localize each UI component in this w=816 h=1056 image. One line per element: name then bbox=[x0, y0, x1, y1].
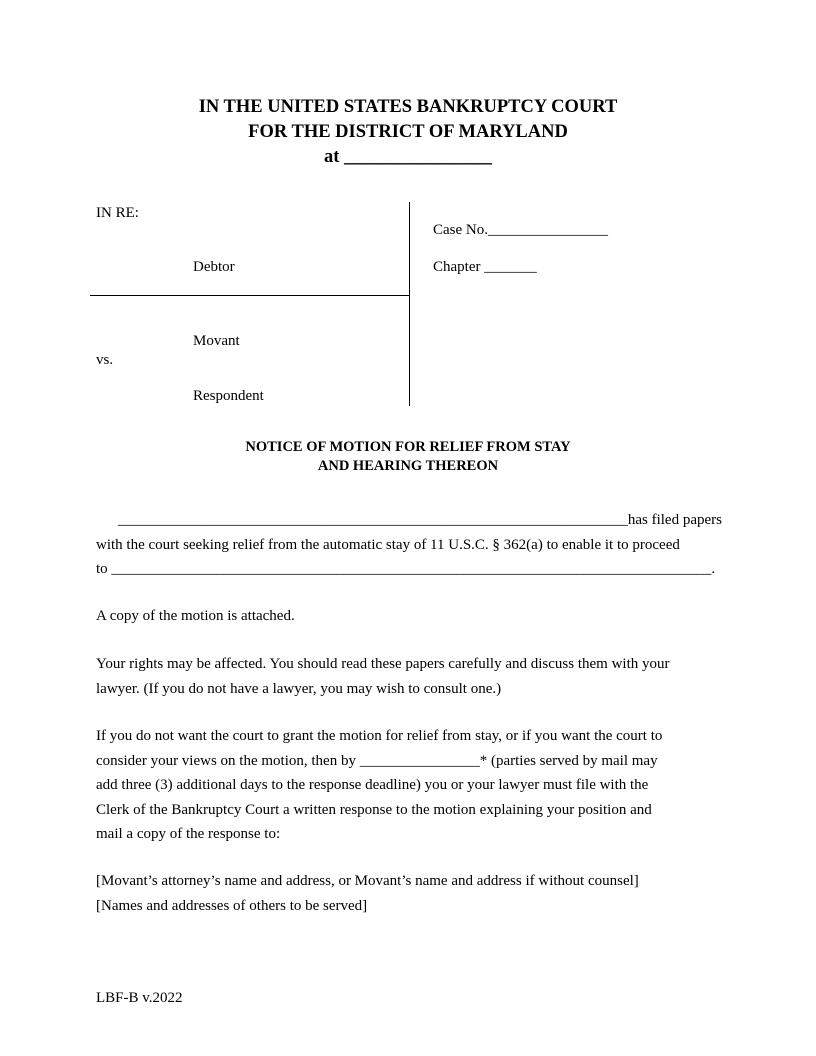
response-line-3: add three (3) additional days to the response deadline) you or your lawyer must file with the bbox=[96, 777, 649, 793]
copy-attached-text: A copy of the motion is attached. bbox=[96, 608, 295, 624]
caption-vertical-rule bbox=[409, 202, 410, 406]
response-line-5: mail a copy of the response to: bbox=[96, 826, 281, 842]
paragraph-response-instructions bbox=[96, 724, 722, 847]
chapter-field: Chapter _______ bbox=[433, 259, 537, 275]
respondent-label: Respondent bbox=[193, 388, 264, 404]
movant-label: Movant bbox=[193, 333, 240, 349]
court-name-line: IN THE UNITED STATES BANKRUPTCY COURT bbox=[198, 97, 618, 117]
paragraph-service-list bbox=[96, 869, 722, 918]
vs-label: vs. bbox=[96, 352, 114, 368]
rights-line-2: lawyer. (If you do not have a lawyer, you may wish to consult one.) bbox=[96, 680, 502, 697]
district-line: FOR THE DISTRICT OF MARYLAND bbox=[248, 122, 568, 142]
filing-line-1: ____________________________________________________________________has filed papers bbox=[117, 512, 722, 528]
in-re-label: IN RE: bbox=[96, 205, 139, 221]
paragraph-rights bbox=[96, 652, 722, 701]
response-line-2: consider your views on the motion, then by ________________* (parties served by mail may bbox=[96, 752, 658, 769]
filing-line-3: to ________________________________________________________________________________. bbox=[96, 561, 716, 577]
paragraph-copy-attached bbox=[96, 604, 722, 629]
form-version-footer: LBF-B v.2022 bbox=[96, 990, 183, 1006]
location-line: at ________________ bbox=[323, 147, 493, 167]
service-line-2: [Names and addresses of others to be served] bbox=[96, 897, 368, 914]
notice-title-line1: NOTICE OF MOTION FOR RELIEF FROM STAY bbox=[245, 439, 571, 455]
response-line-4: Clerk of the Bankruptcy Court a written response to the motion explaining your position and bbox=[96, 801, 652, 818]
service-line-1: [Movant’s attorney’s name and address, or Movant’s name and address if without counsel] bbox=[96, 873, 639, 889]
caption-divider bbox=[90, 295, 410, 296]
filing-line-2: with the court seeking relief from the automatic stay of 11 U.S.C. § 362(a) to enable it to proceed bbox=[96, 536, 680, 553]
debtor-label: Debtor bbox=[193, 259, 235, 275]
notice-title-line2: AND HEARING THEREON bbox=[317, 458, 499, 474]
case-number-field: Case No.________________ bbox=[433, 222, 608, 238]
paragraph-filing bbox=[96, 508, 722, 582]
response-line-1: If you do not want the court to grant the motion for relief from stay, or if you want the court to bbox=[96, 728, 663, 744]
rights-line-1: Your rights may be affected. You should read these papers carefully and discuss them with your bbox=[96, 656, 670, 672]
